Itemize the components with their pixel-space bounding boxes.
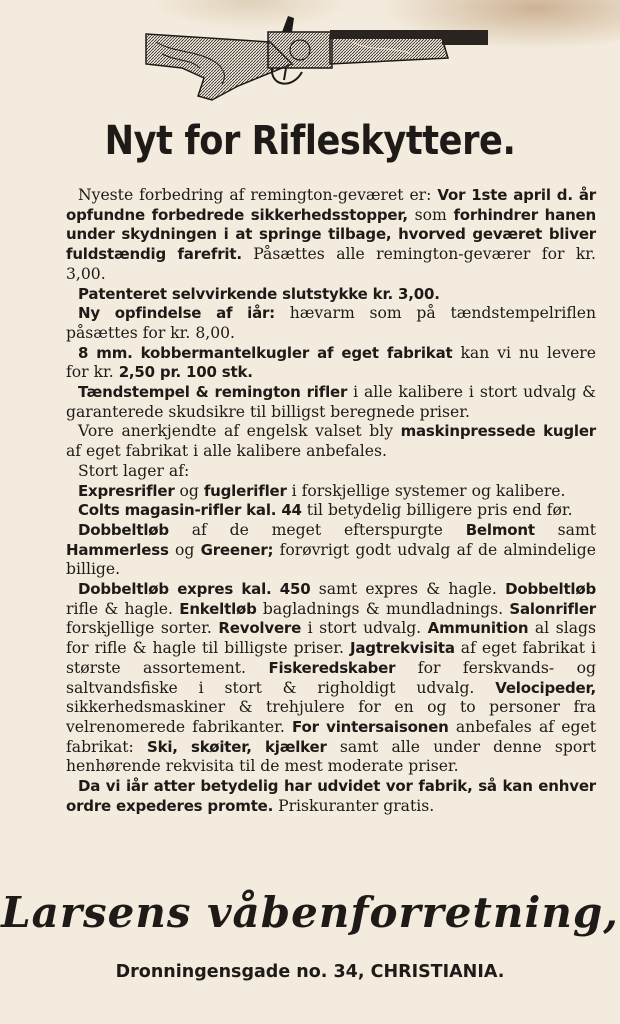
- paragraph-safety-stopper: Nyeste forbedring af remington-geværet er: Vor 1ste april d. år opfundne forbedrede sikkerhedsstopper, som forhindrer hanen under skydningen i at springe tilbage, hvorved geværet bliver fuldstændig farefrit. Påsættes alle remington-geværer for kr. 3,00.: [66, 186, 597, 283]
- paragraph-stock: Stort lager af:: [78, 461, 190, 480]
- paragraph-rifles: Tændstempel & remington rifler i alle kalibere i stort udvalg & garanterede skudsikre til billigst beregnede priser.: [66, 383, 596, 421]
- paragraph-factory: Da vi iår atter betydelig har udvidet vor fabrik, så kan enhver ordre expederes promte. Priskuranter gratis.: [66, 777, 596, 815]
- paragraph-breech: Patenteret selvvirkende slutstykke kr. 3,00.: [78, 284, 440, 303]
- paragraph-colts: Colts magasin-rifler kal. 44 til betydelig billigere pris end før.: [78, 501, 573, 520]
- paragraph-express-rifles: Expresrifler og fuglerifler i forskjellige systemer og kalibere.: [78, 481, 566, 500]
- paragraph-assortment: Dobbeltløb expres kal. 450 samt expres & hagle. Dobbeltløb rifle & hagle. Enkeltløb bagladnings & mundladnings. Salonrifler forskjellige sorter. Revolvere i stort udvalg. Ammunition al slags for rifle & hagle til billigste priser. Jagtrekvisita af eget fabrikat i største assortement. Fiskeredskaber for ferskvands- og saltvandsfiske i stort & righoldigt udvalg. Velocipeder, sikkerhedsmaskiner & trehjulere for en og to personer fra velrenomerede fabrikanter. For vintersaisonen anbefales af eget fabrikat: Ski, skøiter, kjælker samt alle under denne sport henhørende rekvisita til de mest moderate priser.: [66, 580, 597, 776]
- advertisement-body: [66, 186, 596, 817]
- paragraph-double-barrel: Dobbeltløb af de meget efterspurgte Belmont samt Hammerless og Greener; forøvrigt godt udvalg af de almindelige billige.: [66, 520, 596, 579]
- paragraph-pressed-bullets: Vore anerkjendte af engelsk valset bly maskinpressede kugler af eget fabrikat i alle kalibere anbefales.: [66, 422, 596, 461]
- shop-address: Dronningensgade no. 34, CHRISTIANIA.: [115, 962, 505, 982]
- rifle-illustration: [142, 12, 492, 104]
- paragraph-new-invention: Ny opfindelse af iår: hævarm som på tændstempelriflen påsættes for kr. 8,00.: [66, 304, 596, 342]
- paragraph-bullets: 8 mm. kobbermantelkugler af eget fabrikat kan vi nu levere for kr. 2,50 pr. 100 stk.: [66, 343, 596, 382]
- shop-signature: Larsens våbenforretning,: [1, 888, 619, 937]
- page-title: Nyt for Rifleskyttere.: [104, 118, 516, 164]
